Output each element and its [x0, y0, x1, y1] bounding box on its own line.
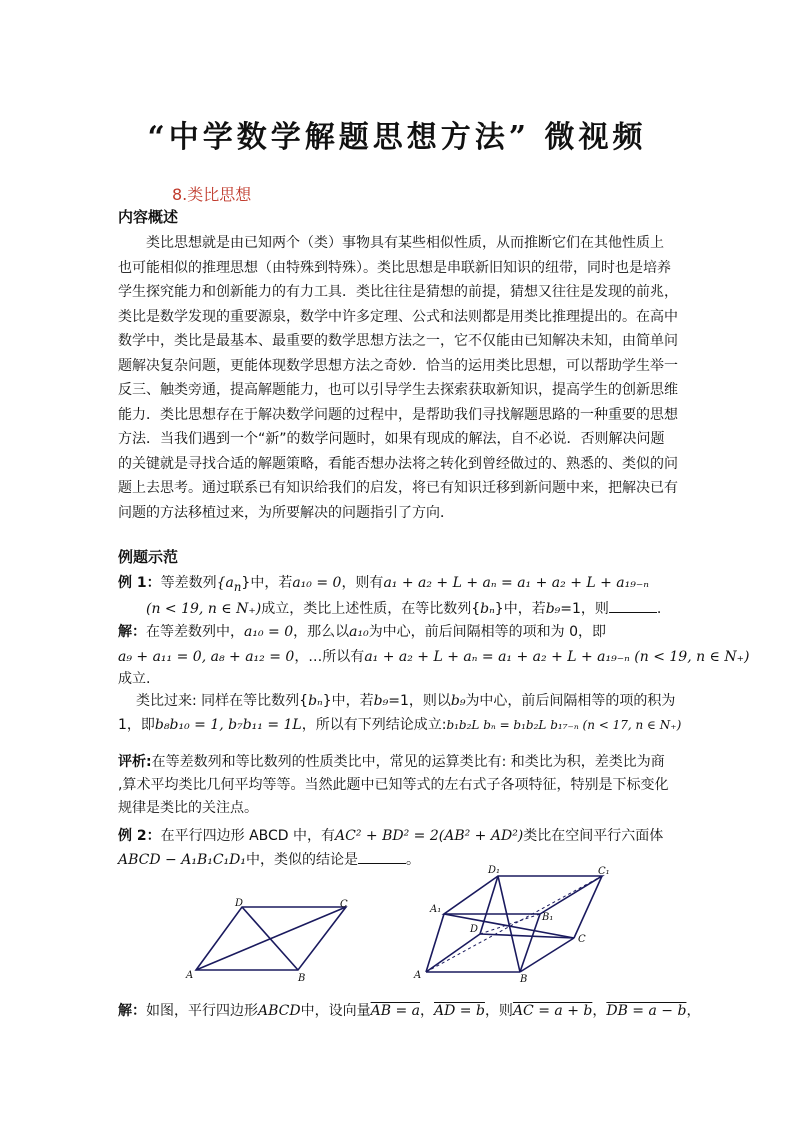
overview-line: 能力．类比思想存在于解决数学问题的过程中，是帮助我们寻找解题思路的一种重要的思想: [118, 407, 678, 423]
math: n: [233, 579, 242, 594]
math: b₈b₁₀ = 1, b₇b₁₁ = 1L: [154, 717, 302, 733]
overview-line: 学生探究能力和创新能力的有力工具．类比往往是猜想的前提，猜想又往往是发现的前兆，: [118, 284, 678, 300]
vertex-d: D: [470, 924, 479, 935]
math: bₙ: [480, 601, 495, 617]
example2-label: 例 2：: [118, 828, 161, 844]
solution1-line1: [118, 621, 688, 641]
overview-heading: 内容概述: [118, 208, 179, 226]
comment-line2: ,算术平均类比几何平均等等。当然此题中已知等式的左右式子各项特征，特别是下标变化: [118, 777, 669, 793]
math: b₉: [373, 693, 389, 709]
overview-line: 题解决复杂问题，更能体现数学思想方法之奇妙．恰当的运用类比思想，可以帮助学生举一: [118, 358, 678, 374]
solution1-line4: [136, 690, 706, 710]
text: ，则: [484, 1003, 513, 1019]
math: a₉ + a₁₁ = 0, a₈ + a₁₂ = 0: [118, 649, 295, 665]
math: b₁b₂L bₙ = b₁b₂L b₁₇₋ₙ (n < 17, n ∈ N₊): [446, 718, 682, 732]
solution2-label: 解：: [118, 1003, 146, 1019]
solution1-line2: [118, 646, 750, 666]
top-face: [444, 876, 602, 914]
math: bₙ: [308, 693, 323, 709]
text: }中，若: [494, 601, 546, 617]
math: a₁ + a₂ + L + aₙ = a₁ + a₂ + L + a₁₉₋ₙ (n < 19, n ∈ N₊): [364, 649, 750, 665]
space-diagonal-hidden: [426, 876, 602, 972]
text: .: [656, 601, 662, 617]
text: 在平行四边形 ABCD 中，有: [160, 828, 336, 844]
vertex-b: B: [298, 973, 306, 984]
overview-line: 也可能相似的推理思想（由特殊到特殊）。类比思想是串联新旧知识的纽带，同时也是培养: [118, 260, 671, 276]
text: }中，若: [241, 575, 293, 591]
text: 。: [406, 852, 421, 868]
text: 在等差数列和等比数列的性质类比中，常见的运算类比有: 和类比为积，差类比为商: [151, 754, 665, 770]
text: 类比在空间平行六面体: [523, 828, 664, 844]
page-title: “中学数学解题思想方法” 微视频: [147, 120, 647, 155]
text: ，: [420, 1003, 434, 1019]
text: ，: [592, 1003, 607, 1019]
text: 如图，平行四边形: [146, 1003, 258, 1019]
math: (n < 19, n ∈ N₊): [146, 601, 262, 617]
overview-line: 的关键就是寻找合适的解题策略，看能否想办法将之转化到曾经做过的、熟悉的、类似的问: [118, 456, 678, 472]
math: AD = b: [434, 1003, 485, 1019]
math: b₉: [545, 601, 561, 617]
overview-line: 类比思想就是由已知两个（类）事物具有某些相似性质，从而推断它们在其他性质上: [146, 235, 664, 251]
overview-line: 类比是数学发现的重要源泉，数学中许多定理、公式和法则都是用类比推理提出的。在高中: [118, 309, 678, 325]
example1-label: 例 1：: [118, 575, 161, 591]
math: a₁ + a₂ + L + aₙ = a₁ + a₂ + L + a₁₉₋ₙ: [383, 575, 649, 591]
solution2-line1: [118, 1000, 701, 1020]
answer-blank: [609, 600, 657, 613]
math: a₁₀: [349, 624, 369, 640]
math: AC = a + b: [512, 1003, 593, 1019]
example2-line1: [118, 825, 688, 845]
vertex-a1: A₁: [430, 904, 442, 915]
math: {a: [216, 575, 234, 591]
comment-line1: [118, 751, 688, 771]
comment-label: 评析:: [118, 754, 152, 770]
text: =1，则: [560, 601, 609, 617]
text: 在等差数列中，: [146, 624, 244, 640]
overview-line: 数学中，类比是最基本、最重要的数学思想方法之一，它不仅能由已知解决未知，由简单问: [118, 333, 678, 349]
diagonal-bd: [242, 907, 298, 970]
examples-heading: 例题示范: [118, 548, 179, 566]
text: 类比过来: 同样在等比数列{: [136, 693, 309, 709]
text: 中，设向量: [300, 1003, 371, 1019]
math: ABCD: [258, 1003, 301, 1019]
text: ，所以有下列结论成立:: [301, 717, 447, 733]
math: b₉: [450, 693, 466, 709]
math: AC² + BD² = 2(AB² + AD²): [335, 828, 524, 844]
text: ，那么以: [293, 624, 350, 640]
vertex-b: B: [520, 974, 528, 984]
edge: [426, 914, 444, 972]
edge: [426, 934, 480, 972]
vertex-d: D: [235, 898, 244, 909]
section-title: 8.类比思想: [172, 185, 252, 204]
solution1-label: 解：: [118, 624, 146, 640]
text: 成立，类比上述性质，在等比数列{: [261, 601, 481, 617]
comment-line3: 规律是类比的关注点。: [118, 800, 258, 816]
overview-line: 问题的方法移植过来，为所要解决的问题指引了方向．: [118, 505, 454, 521]
math: a₁₀ = 0: [244, 624, 294, 640]
vertex-c: C: [340, 899, 348, 910]
math: a₁₀ = 0: [292, 575, 342, 591]
text: }中，若: [322, 693, 374, 709]
vertex-d1: D₁: [488, 865, 501, 876]
text: 等差数列: [160, 575, 217, 591]
parallelepiped-figure: [410, 862, 610, 984]
solution1-line5: [118, 714, 688, 734]
vertex-a: A: [414, 970, 422, 981]
text: =1，则以: [388, 693, 451, 709]
example1-line1: [118, 572, 688, 594]
math: DB = a − b: [606, 1003, 687, 1019]
overview-line: 反三、触类旁通，提高解题能力，也可以引导学生去探索获取新知识，提高学生的创新思维: [118, 382, 678, 398]
text: ，…所以有: [294, 649, 365, 665]
text: 1，即: [118, 717, 155, 733]
math: ABCD − A₁B₁C₁D₁: [118, 852, 247, 868]
overview-line: 题上去思考。通过联系已有知识给我们的启发，将已有知识迁移到新问题中来，把解决已有: [118, 480, 678, 496]
vertex-a: A: [186, 970, 194, 981]
text: 为中心，前后间隔相等的项的积为: [465, 693, 676, 709]
edge: [520, 914, 540, 972]
vertex-b1: B₁: [542, 912, 554, 923]
text: ，则有: [341, 575, 384, 591]
edge: [520, 938, 574, 972]
text: 中，类似的结论是: [246, 852, 359, 868]
text: 为中心，前后间隔相等的项和为 0，即: [368, 624, 607, 640]
parallelogram-figure: [180, 895, 360, 985]
vertex-c1: C₁: [598, 866, 610, 877]
example1-line2: [146, 598, 716, 618]
text: ，: [686, 1003, 701, 1019]
answer-blank: [358, 851, 406, 864]
vertex-c: C: [578, 934, 586, 945]
overview-line: 方法．当我们遇到一个“新”的数学问题时，如果有现成的解法，自不必说．否则解决问题: [118, 431, 665, 447]
solution1-line3: 成立.: [118, 671, 151, 687]
math: AB = a: [370, 1003, 420, 1019]
edge: [480, 876, 498, 934]
